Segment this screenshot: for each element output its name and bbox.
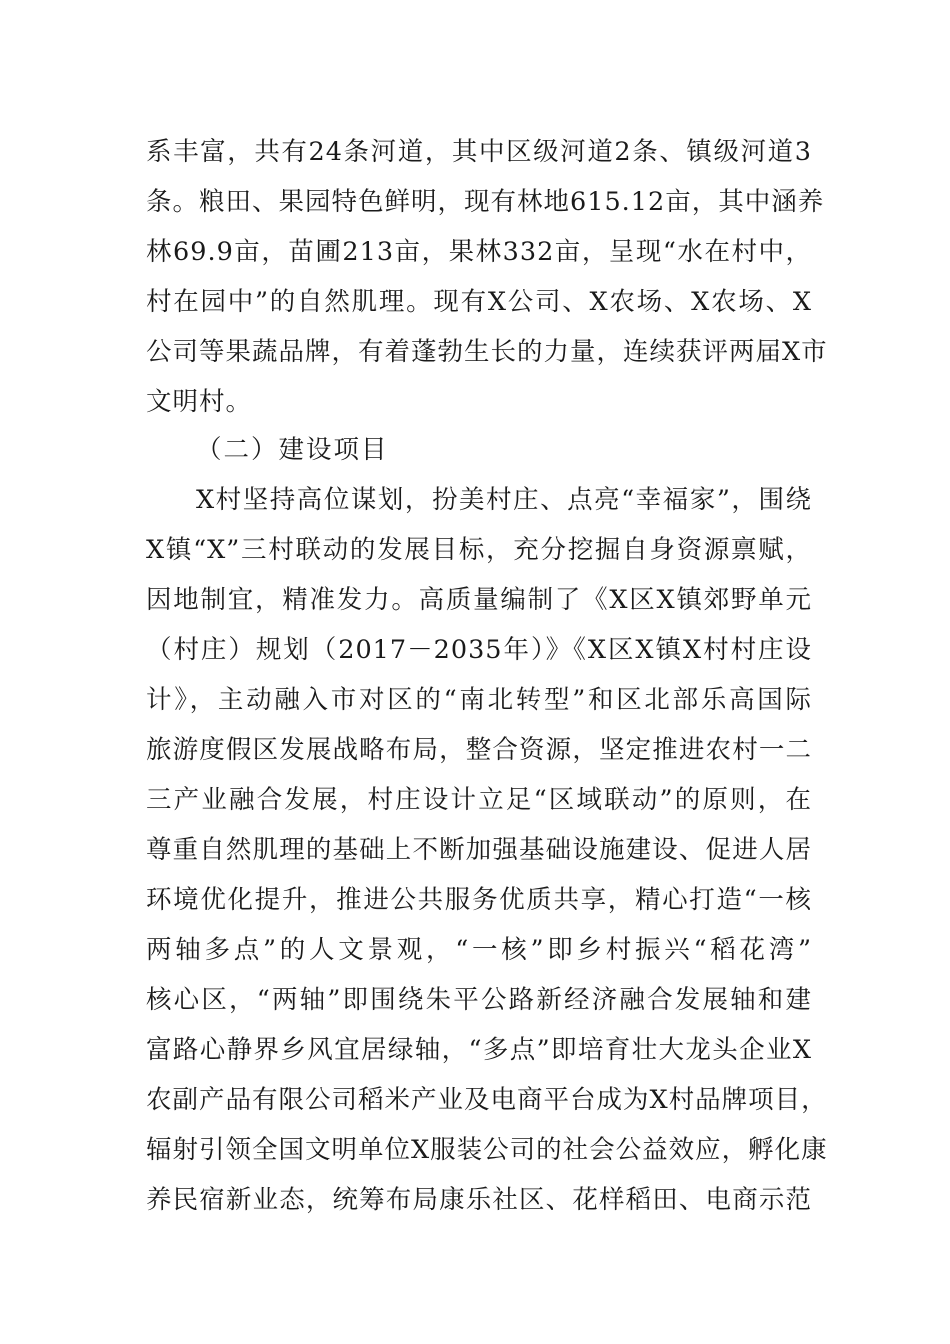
paragraph-line: 林69.9亩，苗圃213亩，果林332亩，呈现“水在村中， <box>146 237 812 267</box>
paragraph-line: 尊重自然肌理的基础上不断加强基础设施建设、促进人居 <box>146 835 812 865</box>
paragraph-line: 系丰富，共有24条河道，其中区级河道2条、镇级河道3 <box>146 137 812 167</box>
paragraph-line: 条。粮田、果园特色鲜明，现有林地615.12亩，其中涵养 <box>146 187 825 217</box>
paragraph-line: 计》，主动融入市对区的“南北转型”和区北部乐高国际 <box>146 685 812 715</box>
paragraph-line: 农副产品有限公司稻米产业及电商平台成为X村品牌项目， <box>146 1085 828 1115</box>
paragraph-line: X村坚持高位谋划，扮美村庄、点亮“幸福家”，围绕 <box>196 485 812 515</box>
paragraph-line: 旅游度假区发展战略布局，整合资源，坚定推进农村一二 <box>146 735 812 765</box>
paragraph-line: 两轴多点”的人文景观，“一核”即乡村振兴“稻花湾” <box>146 935 812 965</box>
paragraph-line: 养民宿新业态，统筹布局康乐社区、花样稻田、电商示范 <box>146 1185 812 1215</box>
paragraph-line: 文明村。 <box>146 387 253 417</box>
paragraph-line: 三产业融合发展，村庄设计立足“区域联动”的原则，在 <box>146 785 812 815</box>
paragraph-line: 环境优化提升，推进公共服务优质共享，精心打造“一核 <box>146 885 812 915</box>
paragraph-line: 村在园中”的自然肌理。现有X公司、X农场、X农场、X <box>146 287 812 317</box>
paragraph-line: 因地制宜，精准发力。高质量编制了《X区X镇郊野单元 <box>146 585 812 615</box>
paragraph-line: （村庄）规划（2017－2035年）》《X区X镇X村村庄设 <box>146 635 812 665</box>
paragraph-line: 辐射引领全国文明单位X服装公司的社会公益效应，孵化康 <box>146 1135 828 1165</box>
paragraph-line: 富路心静界乡风宜居绿轴，“多点”即培育壮大龙头企业X <box>146 1035 812 1065</box>
paragraph-line: 公司等果蔬品牌，有着蓬勃生长的力量，连续获评两届X市 <box>146 337 828 367</box>
paragraph-line: X镇“X”三村联动的发展目标，充分挖掘自身资源禀赋， <box>146 535 812 565</box>
section-heading: （二）建设项目 <box>196 435 389 465</box>
paragraph-line: 核心区，“两轴”即围绕朱平公路新经济融合发展轴和建 <box>146 985 812 1015</box>
